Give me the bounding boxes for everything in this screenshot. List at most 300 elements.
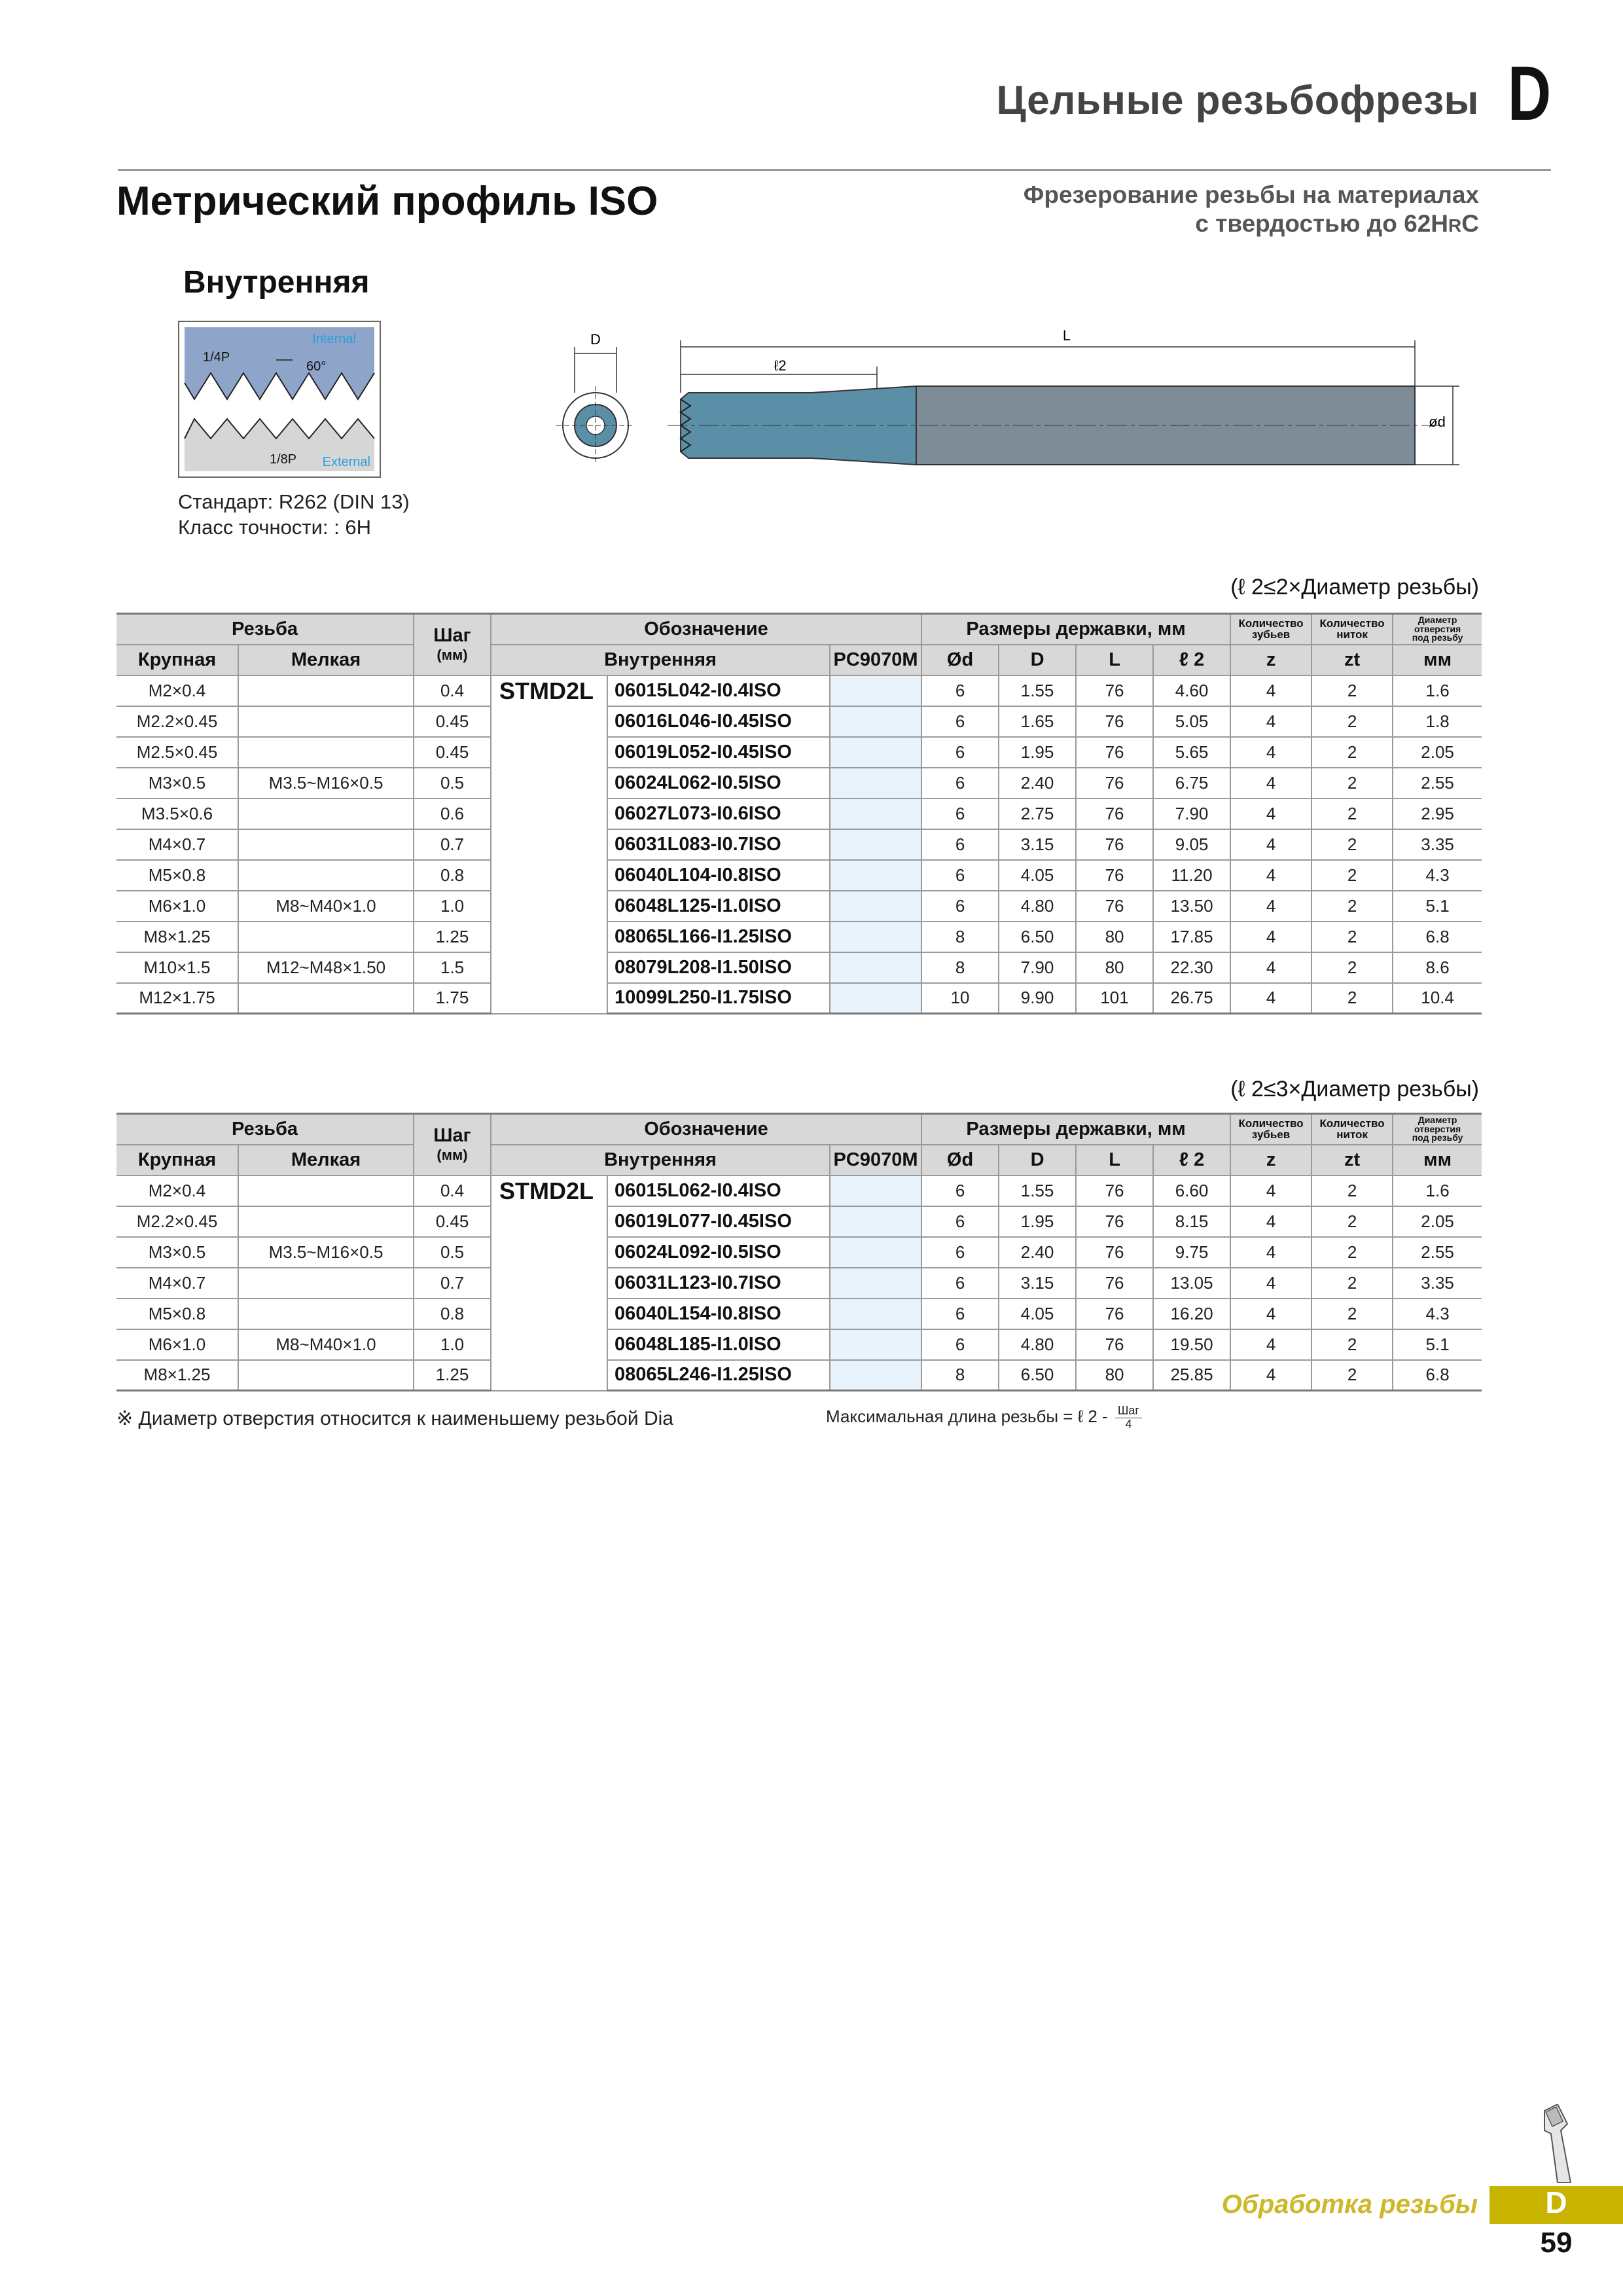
- fraction: $\frac{\text{Шаг}}{4}$: [1115, 1405, 1142, 1431]
- cell-coarse: M8×1.25: [116, 1360, 238, 1391]
- header-z: z: [1230, 1145, 1311, 1175]
- cell-series: [491, 1329, 607, 1360]
- cell-pitch: 0.8: [414, 1299, 491, 1329]
- cell-code: 06015L062-I0.4ISO: [607, 1175, 830, 1206]
- label-L: L: [1062, 327, 1071, 344]
- footnote-hole-diameter: ※ Диаметр отверстия относится к наименьшему резьбой Dia: [116, 1408, 673, 1429]
- table-row: [116, 768, 1482, 798]
- cell-hole: 2.55: [1393, 1237, 1482, 1268]
- cell-zt: 2: [1311, 922, 1393, 952]
- cell-code: 08065L246-I1.25ISO: [607, 1360, 830, 1391]
- cell-coarse: M12×1.75: [116, 983, 238, 1014]
- table-row: [116, 675, 1482, 706]
- cell-coarse: M2×0.4: [116, 675, 238, 706]
- cell-od: 6: [921, 829, 999, 860]
- cell-od: 6: [921, 891, 999, 922]
- cell-grade: [830, 1175, 921, 1206]
- cell-L: 80: [1076, 922, 1153, 952]
- tool-drawing: [550, 314, 1479, 471]
- cell-zt: 2: [1311, 1206, 1393, 1237]
- cell-L: 101: [1076, 983, 1153, 1014]
- cell-pitch: 1.0: [414, 891, 491, 922]
- table-row: [116, 860, 1482, 891]
- cell-l2: 6.75: [1153, 768, 1230, 798]
- cell-z: 4: [1230, 829, 1311, 860]
- header-D: D: [999, 1145, 1076, 1175]
- cell-D: 9.90: [999, 983, 1076, 1014]
- cell-hole: 3.35: [1393, 829, 1482, 860]
- cell-grade: [830, 860, 921, 891]
- cell-od: 6: [921, 1206, 999, 1237]
- label-internal: Internal: [312, 332, 356, 346]
- header-od: Ød: [921, 1145, 999, 1175]
- cell-grade: [830, 1206, 921, 1237]
- cell-D: 2.75: [999, 798, 1076, 829]
- cell-coarse: M6×1.0: [116, 1329, 238, 1360]
- cell-L: 76: [1076, 891, 1153, 922]
- cell-hole: 6.8: [1393, 922, 1482, 952]
- cell-hole: 4.3: [1393, 1299, 1482, 1329]
- cell-pitch: 0.45: [414, 737, 491, 768]
- cell-hole: 5.1: [1393, 1329, 1482, 1360]
- spec-table-1: [116, 613, 1482, 1014]
- cell-D: 1.65: [999, 706, 1076, 737]
- cell-od: 6: [921, 1268, 999, 1299]
- cell-series: [491, 1299, 607, 1329]
- chapter-title: Цельные резьбофрезы: [996, 78, 1479, 123]
- cell-hole: 2.55: [1393, 768, 1482, 798]
- cell-coarse: M6×1.0: [116, 891, 238, 922]
- table-row: [116, 798, 1482, 829]
- cell-z: 4: [1230, 891, 1311, 922]
- header-pitch: Шаг (мм): [414, 1114, 491, 1175]
- cell-grade: [830, 798, 921, 829]
- cell-L: 76: [1076, 706, 1153, 737]
- chapter-letter: D: [1507, 50, 1551, 137]
- cell-D: 1.55: [999, 675, 1076, 706]
- cell-code: 06031L123-I0.7ISO: [607, 1268, 830, 1299]
- cell-l2: 13.50: [1153, 891, 1230, 922]
- subtitle-line2: с твердостью до 62HRC: [1195, 209, 1479, 237]
- table-row: [116, 737, 1482, 768]
- header-fine: Мелкая: [238, 645, 414, 675]
- cell-hole: 2.05: [1393, 737, 1482, 768]
- header-coarse: Крупная: [116, 1145, 238, 1175]
- cell-D: 1.95: [999, 1206, 1076, 1237]
- cell-series: [491, 891, 607, 922]
- cell-z: 4: [1230, 1360, 1311, 1391]
- cell-coarse: M8×1.25: [116, 922, 238, 952]
- cell-od: 6: [921, 1175, 999, 1206]
- cell-z: 4: [1230, 1268, 1311, 1299]
- header-mm: мм: [1393, 1145, 1482, 1175]
- cell-l2: 6.60: [1153, 1175, 1230, 1206]
- cell-zt: 2: [1311, 891, 1393, 922]
- cell-D: 1.95: [999, 737, 1076, 768]
- cell-pitch: 0.5: [414, 1237, 491, 1268]
- cell-D: 4.80: [999, 891, 1076, 922]
- cell-code: 10099L250-I1.75ISO: [607, 983, 830, 1014]
- cell-pitch: 0.4: [414, 1175, 491, 1206]
- cell-hole: 10.4: [1393, 983, 1482, 1014]
- cell-code: 06016L046-I0.45ISO: [607, 706, 830, 737]
- cell-od: 6: [921, 798, 999, 829]
- cell-grade: [830, 1360, 921, 1391]
- header-internal: Внутренняя: [491, 645, 830, 675]
- cell-coarse: M3×0.5: [116, 1237, 238, 1268]
- cell-grade: [830, 891, 921, 922]
- cell-coarse: M5×0.8: [116, 860, 238, 891]
- cell-l2: 9.05: [1153, 829, 1230, 860]
- cell-code: 06040L154-I0.8ISO: [607, 1299, 830, 1329]
- cell-pitch: 1.5: [414, 952, 491, 983]
- header-zt: zt: [1311, 1145, 1393, 1175]
- header-grade: PC9070M: [830, 645, 921, 675]
- cell-hole: 3.35: [1393, 1268, 1482, 1299]
- accuracy-line: Класс точности: : 6H: [178, 515, 372, 539]
- cell-hole: 1.6: [1393, 675, 1482, 706]
- cell-grade: [830, 1268, 921, 1299]
- cell-zt: 2: [1311, 675, 1393, 706]
- page-title: Метрический профиль ISO: [116, 179, 658, 224]
- cell-grade: [830, 768, 921, 798]
- cell-fine: [238, 737, 414, 768]
- header-teeth: Количество зубьев: [1230, 614, 1311, 645]
- table-row: [116, 1206, 1482, 1237]
- cell-z: 4: [1230, 706, 1311, 737]
- cell-coarse: M3×0.5: [116, 768, 238, 798]
- cell-grade: [830, 675, 921, 706]
- cell-L: 76: [1076, 675, 1153, 706]
- header-holder: Размеры державки, мм: [921, 614, 1230, 645]
- cell-code: 08079L208-I1.50ISO: [607, 952, 830, 983]
- cell-series: [491, 860, 607, 891]
- cell-hole: 6.8: [1393, 1360, 1482, 1391]
- cell-code: 06015L042-I0.4ISO: [607, 675, 830, 706]
- cell-l2: 19.50: [1153, 1329, 1230, 1360]
- header-fine: Мелкая: [238, 1145, 414, 1175]
- cell-l2: 11.20: [1153, 860, 1230, 891]
- cell-z: 4: [1230, 1175, 1311, 1206]
- cell-l2: 16.20: [1153, 1299, 1230, 1329]
- cell-z: 4: [1230, 768, 1311, 798]
- cell-l2: 4.60: [1153, 675, 1230, 706]
- table-row: [116, 1268, 1482, 1299]
- cell-D: 6.50: [999, 1360, 1076, 1391]
- cell-grade: [830, 922, 921, 952]
- cell-L: 76: [1076, 1206, 1153, 1237]
- cell-od: 6: [921, 706, 999, 737]
- cell-coarse: M2.2×0.45: [116, 1206, 238, 1237]
- cell-code: 06019L077-I0.45ISO: [607, 1206, 830, 1237]
- cell-coarse: M4×0.7: [116, 1268, 238, 1299]
- cell-l2: 26.75: [1153, 983, 1230, 1014]
- header-teeth: Количество зубьев: [1230, 1114, 1311, 1145]
- header-hole: Диаметр отверстия под резьбу: [1393, 614, 1482, 645]
- cell-zt: 2: [1311, 1175, 1393, 1206]
- cell-z: 4: [1230, 983, 1311, 1014]
- table-row: [116, 1360, 1482, 1391]
- label-l2: ℓ2: [774, 357, 787, 374]
- header-grade: PC9070M: [830, 1145, 921, 1175]
- cell-zt: 2: [1311, 952, 1393, 983]
- section-title: Внутренняя: [183, 265, 370, 300]
- cell-grade: [830, 1299, 921, 1329]
- cell-fine: [238, 1206, 414, 1237]
- header-thread: Резьба: [116, 1114, 414, 1145]
- cell-code: 06019L052-I0.45ISO: [607, 737, 830, 768]
- cell-D: 4.05: [999, 1299, 1076, 1329]
- cell-z: 4: [1230, 675, 1311, 706]
- cell-grade: [830, 983, 921, 1014]
- cell-grade: [830, 1329, 921, 1360]
- cell-od: 6: [921, 860, 999, 891]
- cell-series: [491, 983, 607, 1014]
- cell-code: 06024L062-I0.5ISO: [607, 768, 830, 798]
- cell-od: 6: [921, 1299, 999, 1329]
- header-L: L: [1076, 1145, 1153, 1175]
- cell-zt: 2: [1311, 1268, 1393, 1299]
- label-D: D: [590, 331, 601, 348]
- table-row: [116, 1237, 1482, 1268]
- cell-series: [491, 706, 607, 737]
- cell-series: [491, 798, 607, 829]
- cell-fine: [238, 922, 414, 952]
- cell-grade: [830, 706, 921, 737]
- table-row: [116, 922, 1482, 952]
- threading-tool-icon: [1531, 2104, 1584, 2183]
- cell-zt: 2: [1311, 706, 1393, 737]
- cell-pitch: 0.6: [414, 798, 491, 829]
- cell-pitch: 1.25: [414, 1360, 491, 1391]
- cell-pitch: 0.5: [414, 768, 491, 798]
- label-external: External: [322, 455, 370, 469]
- cell-L: 80: [1076, 952, 1153, 983]
- cell-fine: [238, 983, 414, 1014]
- cell-od: 8: [921, 952, 999, 983]
- cell-L: 76: [1076, 1268, 1153, 1299]
- cell-series: [491, 1268, 607, 1299]
- cell-z: 4: [1230, 860, 1311, 891]
- cell-series: [491, 737, 607, 768]
- table-row: [116, 706, 1482, 737]
- header-designation: Обозначение: [491, 1114, 921, 1145]
- header-od: Ød: [921, 645, 999, 675]
- cell-code: 06048L125-I1.0ISO: [607, 891, 830, 922]
- header-thread: Резьба: [116, 614, 414, 645]
- cell-code: 06027L073-I0.6ISO: [607, 798, 830, 829]
- cell-l2: 13.05: [1153, 1268, 1230, 1299]
- cell-series: [491, 1360, 607, 1391]
- header-mm: мм: [1393, 645, 1482, 675]
- label-quarter-pitch: 1/4P: [203, 350, 230, 365]
- header-L: L: [1076, 645, 1153, 675]
- cell-coarse: M3.5×0.6: [116, 798, 238, 829]
- cell-od: 6: [921, 768, 999, 798]
- cell-series: [491, 768, 607, 798]
- label-eighth-pitch: 1/8P: [270, 452, 297, 467]
- cell-fine: M8~M40×1.0: [238, 891, 414, 922]
- cell-od: 6: [921, 1237, 999, 1268]
- header-threads: Количество ниток: [1311, 1114, 1393, 1145]
- cell-series: [491, 829, 607, 860]
- cell-series: [491, 1206, 607, 1237]
- cell-series: STMD2L: [491, 1175, 607, 1206]
- cell-L: 76: [1076, 860, 1153, 891]
- cell-grade: [830, 1237, 921, 1268]
- cell-od: 6: [921, 737, 999, 768]
- cell-fine: [238, 829, 414, 860]
- cell-z: 4: [1230, 1237, 1311, 1268]
- cell-zt: 2: [1311, 983, 1393, 1014]
- cell-D: 6.50: [999, 922, 1076, 952]
- footer-tab-letter: D: [1545, 2185, 1567, 2219]
- header-pitch: Шаг (мм): [414, 614, 491, 675]
- cell-L: 76: [1076, 1237, 1153, 1268]
- cell-z: 4: [1230, 1206, 1311, 1237]
- cell-hole: 5.1: [1393, 891, 1482, 922]
- header-coarse: Крупная: [116, 645, 238, 675]
- table2-note: (ℓ 2≤3×Диаметр резьбы): [1230, 1077, 1479, 1102]
- cell-L: 76: [1076, 1329, 1153, 1360]
- cell-z: 4: [1230, 922, 1311, 952]
- cell-pitch: 0.7: [414, 1268, 491, 1299]
- cell-code: 08065L166-I1.25ISO: [607, 922, 830, 952]
- header-internal: Внутренняя: [491, 1145, 830, 1175]
- footer-section-label: Обработка резьбы: [1221, 2190, 1478, 2219]
- cell-D: 1.55: [999, 1175, 1076, 1206]
- cell-L: 80: [1076, 1360, 1153, 1391]
- cell-fine: [238, 1360, 414, 1391]
- cell-pitch: 1.25: [414, 922, 491, 952]
- cell-pitch: 1.0: [414, 1329, 491, 1360]
- table-row: [116, 1299, 1482, 1329]
- cell-L: 76: [1076, 768, 1153, 798]
- thread-profile-diagram: [178, 321, 381, 478]
- cell-D: 3.15: [999, 829, 1076, 860]
- header-hole: Диаметр отверстия под резьбу: [1393, 1114, 1482, 1145]
- cell-pitch: 0.45: [414, 1206, 491, 1237]
- cell-od: 6: [921, 1329, 999, 1360]
- cell-zt: 2: [1311, 829, 1393, 860]
- cell-coarse: M5×0.8: [116, 1299, 238, 1329]
- cell-l2: 22.30: [1153, 952, 1230, 983]
- cell-D: 2.40: [999, 768, 1076, 798]
- cell-z: 4: [1230, 1329, 1311, 1360]
- cell-l2: 8.15: [1153, 1206, 1230, 1237]
- cell-zt: 2: [1311, 798, 1393, 829]
- cell-z: 4: [1230, 1299, 1311, 1329]
- cell-pitch: 0.45: [414, 706, 491, 737]
- cell-pitch: 0.7: [414, 829, 491, 860]
- header-l2: ℓ 2: [1153, 645, 1230, 675]
- cell-l2: 5.05: [1153, 706, 1230, 737]
- cell-series: [491, 922, 607, 952]
- cell-L: 76: [1076, 798, 1153, 829]
- cell-series: [491, 952, 607, 983]
- table-row: [116, 983, 1482, 1014]
- cell-zt: 2: [1311, 1237, 1393, 1268]
- cell-fine: [238, 1299, 414, 1329]
- cell-grade: [830, 952, 921, 983]
- cell-code: 06024L092-I0.5ISO: [607, 1237, 830, 1268]
- table-row: [116, 952, 1482, 983]
- cell-zt: 2: [1311, 860, 1393, 891]
- cell-code: 06040L104-I0.8ISO: [607, 860, 830, 891]
- table-row: [116, 891, 1482, 922]
- cell-l2: 17.85: [1153, 922, 1230, 952]
- standard-line: Стандарт: R262 (DIN 13): [178, 490, 410, 513]
- cell-hole: 1.6: [1393, 1175, 1482, 1206]
- cell-zt: 2: [1311, 1329, 1393, 1360]
- page-number: 59: [1540, 2227, 1573, 2259]
- cell-pitch: 0.8: [414, 860, 491, 891]
- cell-od: 8: [921, 922, 999, 952]
- cell-fine: M3.5~M16×0.5: [238, 1237, 414, 1268]
- cell-coarse: M2.2×0.45: [116, 706, 238, 737]
- cell-zt: 2: [1311, 1299, 1393, 1329]
- table-row: [116, 829, 1482, 860]
- cell-hole: 4.3: [1393, 860, 1482, 891]
- subtitle-line1: Фрезерование резьбы на материалах: [1023, 181, 1479, 208]
- cell-hole: 2.95: [1393, 798, 1482, 829]
- header-rule: [118, 169, 1551, 171]
- cell-fine: M12~M48×1.50: [238, 952, 414, 983]
- table-row: [116, 1329, 1482, 1360]
- cell-fine: M8~M40×1.0: [238, 1329, 414, 1360]
- cell-od: 6: [921, 675, 999, 706]
- cell-L: 76: [1076, 737, 1153, 768]
- cell-z: 4: [1230, 798, 1311, 829]
- header-designation: Обозначение: [491, 614, 921, 645]
- page-subtitle: [890, 181, 1479, 238]
- cell-od: 10: [921, 983, 999, 1014]
- cell-hole: 1.8: [1393, 706, 1482, 737]
- cell-coarse: M10×1.5: [116, 952, 238, 983]
- cell-od: 8: [921, 1360, 999, 1391]
- cell-fine: M3.5~M16×0.5: [238, 768, 414, 798]
- label-d: ød: [1429, 414, 1446, 430]
- spec-table-2: [116, 1113, 1482, 1391]
- header-z: z: [1230, 645, 1311, 675]
- cell-coarse: M2.5×0.45: [116, 737, 238, 768]
- cell-hole: 8.6: [1393, 952, 1482, 983]
- header-threads: Количество ниток: [1311, 614, 1393, 645]
- cell-l2: 7.90: [1153, 798, 1230, 829]
- footnote-max-length: Максимальная длина резьбы = ℓ 2 - $\frac{\text{Шаг}}{4}$: [826, 1405, 1142, 1431]
- cell-l2: 5.65: [1153, 737, 1230, 768]
- cell-z: 4: [1230, 737, 1311, 768]
- cell-code: 06031L083-I0.7ISO: [607, 829, 830, 860]
- cell-z: 4: [1230, 952, 1311, 983]
- cell-code: 06048L185-I1.0ISO: [607, 1329, 830, 1360]
- cell-series: STMD2L: [491, 675, 607, 706]
- cell-coarse: M4×0.7: [116, 829, 238, 860]
- cell-series: [491, 1237, 607, 1268]
- header-holder: Размеры державки, мм: [921, 1114, 1230, 1145]
- cell-D: 7.90: [999, 952, 1076, 983]
- cell-L: 76: [1076, 1299, 1153, 1329]
- cell-fine: [238, 798, 414, 829]
- cell-fine: [238, 1268, 414, 1299]
- cell-fine: [238, 1175, 414, 1206]
- cell-fine: [238, 675, 414, 706]
- cell-fine: [238, 860, 414, 891]
- cell-L: 76: [1076, 829, 1153, 860]
- header-D: D: [999, 645, 1076, 675]
- cell-grade: [830, 737, 921, 768]
- header-l2: ℓ 2: [1153, 1145, 1230, 1175]
